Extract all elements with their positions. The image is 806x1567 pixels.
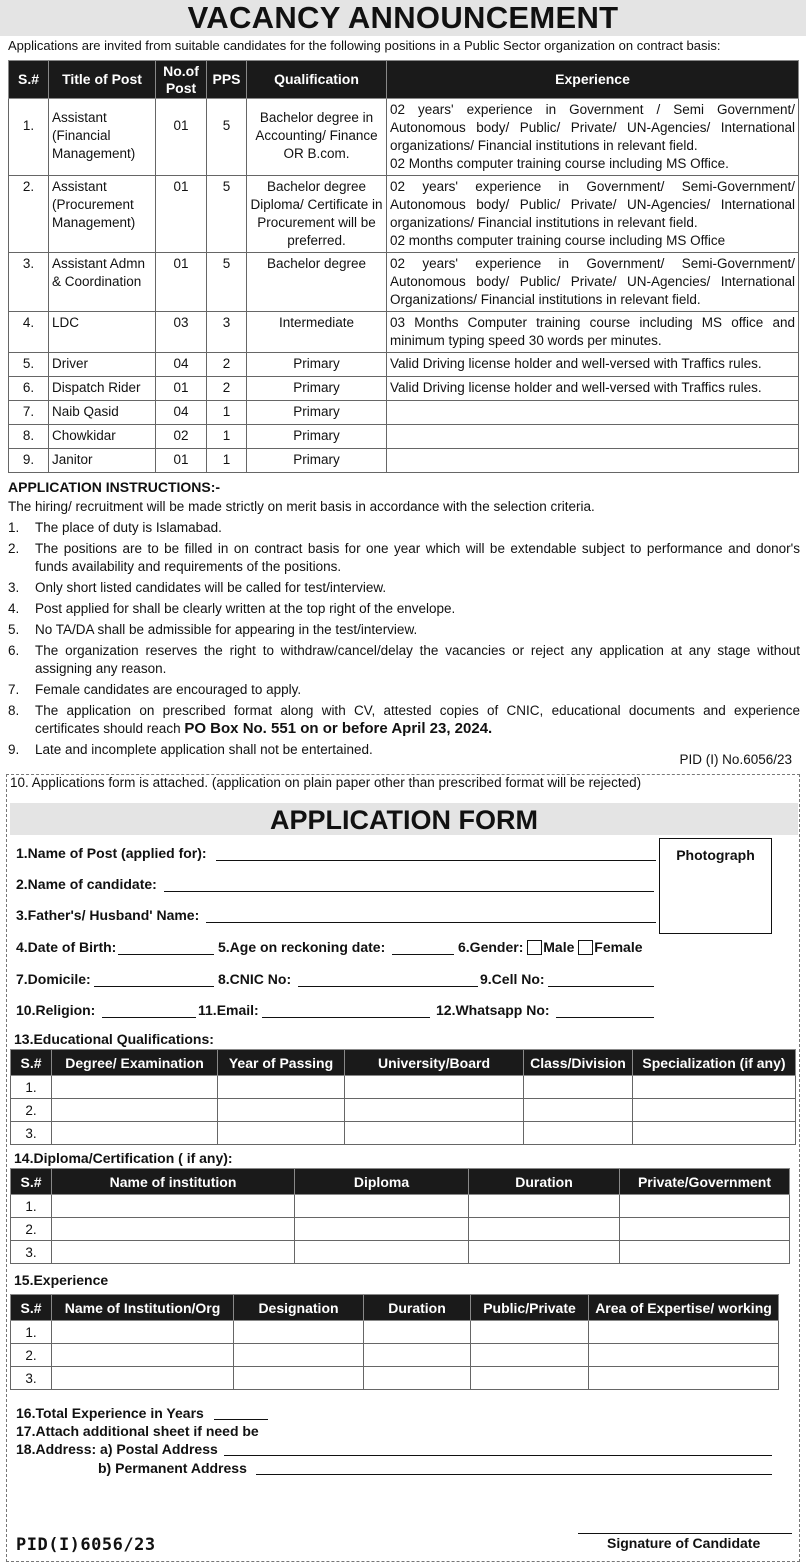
cell-sn: 3. (11, 1367, 52, 1390)
edu-cell[interactable] (633, 1122, 796, 1145)
application-instructions (8, 478, 800, 759)
item-number: 9. (8, 742, 20, 757)
gender-group (458, 939, 643, 955)
col-pps: PPS (207, 61, 247, 99)
experience-table-header (11, 1295, 779, 1321)
edu-cell[interactable] (524, 1122, 633, 1145)
dip-cell[interactable] (620, 1241, 790, 1264)
cell-title: Driver (49, 353, 156, 377)
domicile-field[interactable] (94, 986, 214, 987)
cell-qualification: Primary (247, 377, 387, 401)
item-text: No TA/DA shall be admissible for appearing in the test/interview. (35, 622, 418, 637)
cell-pps: 5 (207, 99, 247, 176)
item-text: The place of duty is Islamabad. (35, 520, 222, 535)
item-number: 1. (8, 520, 20, 535)
item-text: Female candidates are encouraged to apply. (35, 682, 302, 697)
experience-text: 02 years' experience in Government/ Semi-Government/ Autonomous body/ Public/ Private/ UN-Agencies/ International organizations/ Financial institutions in relevant field. (390, 179, 795, 230)
item-text: The positions are to be filled in on contract basis for one year which will be extendable subject to performance and donor's funds availability and requirements of the positions. (35, 541, 800, 574)
cell-qualification: Intermediate (247, 312, 387, 353)
edu-cell[interactable] (52, 1122, 218, 1145)
cell-posts: 03 (156, 312, 207, 353)
table-row (9, 253, 799, 312)
table-row (9, 99, 799, 176)
age-on-reckoning-field[interactable] (392, 954, 454, 955)
label-email: 11.Email: (198, 1002, 259, 1018)
signature-label: Signature of Candidate (607, 1535, 761, 1551)
label-father-husband-name: 3.Father's/ Husband' Name: (16, 907, 200, 923)
announcement-title-bar (0, 0, 806, 36)
edu-cell[interactable] (345, 1099, 524, 1122)
label-gender: 6.Gender: (458, 939, 524, 955)
col-public-private: Public/Private (471, 1295, 589, 1321)
table-row (11, 1195, 790, 1218)
col-experience: Experience (387, 61, 799, 99)
col-specialization: Specialization (if any) (633, 1050, 796, 1076)
exp-cell[interactable] (234, 1321, 364, 1344)
col-area-of-expertise: Area of Expertise/ working (589, 1295, 779, 1321)
exp-cell[interactable] (364, 1367, 471, 1390)
cell-posts: 04 (156, 353, 207, 377)
dip-cell[interactable] (295, 1195, 469, 1218)
cell-qualification: Bachelor degree in Accounting/ Finance OR B.com. (247, 99, 387, 176)
table-row (9, 176, 799, 253)
item-number: 7. (8, 682, 20, 697)
label-educational-qualifications: 13.Educational Qualifications: (14, 1031, 214, 1047)
cell-pps: 3 (207, 312, 247, 353)
table-row (9, 353, 799, 377)
cell-experience: Valid Driving license holder and well-versed with Traffics rules. (387, 377, 799, 401)
col-institution: Name of institution (52, 1169, 295, 1195)
label-whatsapp: 12.Whatsapp No: (436, 1002, 550, 1018)
religion-field[interactable] (102, 1017, 196, 1018)
cell-title: LDC (49, 312, 156, 353)
item-text: Applications form is attached. (application on plain paper other than prescribed format will be rejected) (31, 775, 642, 790)
pid-bottom: PID(I)6056/23 (16, 1535, 156, 1555)
table-row (9, 449, 799, 473)
label-name-of-candidate: 2.Name of candidate: (16, 876, 157, 892)
cell-sn: 1. (11, 1076, 52, 1099)
education-table-header (11, 1050, 796, 1076)
email-field[interactable] (262, 1017, 430, 1018)
exp-cell[interactable] (589, 1344, 779, 1367)
photograph-label: Photograph (676, 847, 755, 863)
edu-cell[interactable] (218, 1076, 345, 1099)
table-row (11, 1099, 796, 1122)
edu-cell[interactable] (345, 1122, 524, 1145)
col-designation: Designation (234, 1295, 364, 1321)
name-of-post-field[interactable] (216, 860, 656, 861)
item-number: 2. (8, 541, 20, 556)
label-diploma-certification: 14.Diploma/Certification ( if any): (14, 1150, 233, 1166)
edu-cell[interactable] (218, 1099, 345, 1122)
edu-cell[interactable] (633, 1076, 796, 1099)
exp-cell[interactable] (471, 1344, 589, 1367)
cell-qualification: Primary (247, 449, 387, 473)
cell-sn: 9. (9, 449, 49, 473)
cell-title: Dispatch Rider (49, 377, 156, 401)
cell-experience (387, 176, 799, 253)
exp-cell[interactable] (52, 1367, 234, 1390)
experience-text-2: 02 months computer training course including MS Office (390, 233, 726, 248)
edu-cell[interactable] (524, 1076, 633, 1099)
edu-cell[interactable] (52, 1099, 218, 1122)
cell-title: Chowkidar (49, 425, 156, 449)
cell-sn: 1. (11, 1195, 52, 1218)
col-year: Year of Passing (218, 1050, 345, 1076)
cell-qualification: Primary (247, 425, 387, 449)
item-text: Only short listed candidates will be called for test/interview. (35, 580, 387, 595)
table-row (11, 1367, 779, 1390)
cell-sn: 2. (11, 1218, 52, 1241)
postal-address-field[interactable] (224, 1455, 772, 1456)
col-sn: S.# (11, 1295, 52, 1321)
cell-sn: 1. (9, 99, 49, 176)
cell-posts: 01 (156, 99, 207, 176)
cell-experience (387, 401, 799, 425)
exp-cell[interactable] (52, 1344, 234, 1367)
female-checkbox[interactable] (578, 940, 593, 955)
col-diploma: Diploma (295, 1169, 469, 1195)
label-permanent-address: b) Permanent Address (98, 1460, 247, 1476)
cell-qualification: Bachelor degree (247, 253, 387, 312)
cell-experience (387, 449, 799, 473)
edu-cell[interactable] (218, 1122, 345, 1145)
item-number: 4. (8, 601, 20, 616)
photograph-box[interactable] (659, 838, 772, 934)
diploma-table-header (11, 1169, 790, 1195)
table-row (11, 1321, 779, 1344)
list-item (8, 600, 800, 618)
father-husband-name-field[interactable] (206, 922, 656, 923)
permanent-address-field[interactable] (256, 1474, 772, 1475)
cell-posts: 02 (156, 425, 207, 449)
dip-cell[interactable] (52, 1195, 295, 1218)
list-item (8, 540, 800, 576)
signature-line[interactable] (578, 1533, 792, 1534)
cell-pps: 1 (207, 425, 247, 449)
name-of-candidate-field[interactable] (164, 891, 654, 892)
label-cell-no: 9.Cell No: (480, 971, 545, 987)
cell-title: Assistant (Procurement Management) (49, 176, 156, 253)
cell-pps: 5 (207, 176, 247, 253)
cell-sn: 2. (11, 1099, 52, 1122)
dip-cell[interactable] (620, 1218, 790, 1241)
exp-cell[interactable] (234, 1367, 364, 1390)
form-title-bar (10, 803, 798, 835)
cell-pps: 5 (207, 253, 247, 312)
female-label: Female (594, 939, 643, 955)
col-qualification: Qualification (247, 61, 387, 99)
experience-table (10, 1294, 779, 1390)
diploma-table (10, 1168, 790, 1264)
cell-pps: 1 (207, 401, 247, 425)
cell-posts: 04 (156, 401, 207, 425)
cell-posts: 01 (156, 176, 207, 253)
table-row (11, 1122, 796, 1145)
dip-cell[interactable] (295, 1218, 469, 1241)
list-item (8, 519, 800, 537)
cell-no-field[interactable] (548, 986, 654, 987)
cell-sn: 8. (9, 425, 49, 449)
label-age-on-reckoning: 5.Age on reckoning date: (218, 939, 386, 955)
item-number: 3. (8, 580, 20, 595)
cell-experience: 03 Months Computer training course including MS office and minimum typing speed 30 words per minutes. (387, 312, 799, 353)
announcement-title: VACANCY ANNOUNCEMENT (187, 0, 619, 35)
edu-cell[interactable] (345, 1076, 524, 1099)
label-experience: 15.Experience (14, 1272, 109, 1288)
label-name-of-post: 1.Name of Post (applied for): (16, 845, 207, 861)
edu-cell[interactable] (633, 1099, 796, 1122)
cell-experience: 02 years' experience in Government/ Semi-Government/ Autonomous body/ Public/ Private/ UN-Agencies/ International Organizations/ Financial institutions in relevant field. (387, 253, 799, 312)
col-duration: Duration (364, 1295, 471, 1321)
cell-sn: 3. (11, 1241, 52, 1264)
instructions-intro: The hiring/ recruitment will be made strictly on merit basis in accordance with the selection criteria. (8, 499, 595, 514)
dip-cell[interactable] (469, 1195, 620, 1218)
dip-cell[interactable] (469, 1218, 620, 1241)
cell-title: Janitor (49, 449, 156, 473)
item-number: 10. (10, 775, 29, 790)
dip-cell[interactable] (295, 1241, 469, 1264)
announcement-intro: Applications are invited from suitable candidates for the following positions in a Public Sector organization on contract basis: (8, 38, 721, 53)
col-class: Class/Division (524, 1050, 633, 1076)
list-item (8, 702, 800, 738)
col-title: Title of Post (49, 61, 156, 99)
cell-sn: 7. (9, 401, 49, 425)
label-total-experience: 16.Total Experience in Years (16, 1405, 204, 1421)
cell-qualification: Primary (247, 353, 387, 377)
exp-cell[interactable] (364, 1344, 471, 1367)
cell-sn: 3. (9, 253, 49, 312)
item-number: 6. (8, 643, 20, 658)
col-sn: S.# (11, 1050, 52, 1076)
item-text-main: The application on prescribed format along with CV, attested copies of CNIC, educational documents and experience certificates should reach (35, 703, 800, 736)
cell-posts: 01 (156, 449, 207, 473)
deadline-text: PO Box No. 551 on or before April 23, 2024. (184, 720, 493, 737)
table-row (11, 1218, 790, 1241)
experience-text: 02 years' experience in Government / Semi Government/ Autonomous body/ Public/ Private/ UN-Agencies/ International organizations/ Financial institutions in relevant field. (390, 102, 795, 153)
col-sn: S.# (9, 61, 49, 99)
col-posts: No.of Post (156, 61, 207, 99)
label-attach-sheet: 17.Attach additional sheet if need be (16, 1423, 259, 1439)
exp-cell[interactable] (471, 1321, 589, 1344)
instruction-item-10 (10, 775, 641, 790)
item-text: The organization reserves the right to withdraw/cancel/delay the vacancies or reject any application at any stage without assigning any reason. (35, 643, 800, 676)
vacancy-table (8, 60, 799, 473)
male-checkbox[interactable] (527, 940, 542, 955)
col-degree: Degree/ Examination (52, 1050, 218, 1076)
instructions-list (8, 519, 800, 759)
table-row (11, 1076, 796, 1099)
col-university: University/Board (345, 1050, 524, 1076)
male-label: Male (543, 939, 575, 955)
exp-cell[interactable] (52, 1321, 234, 1344)
exp-cell[interactable] (471, 1367, 589, 1390)
item-number: 8. (8, 703, 20, 718)
cell-title: Naib Qasid (49, 401, 156, 425)
label-cnic: 8.CNIC No: (218, 971, 292, 987)
exp-cell[interactable] (589, 1367, 779, 1390)
list-item (8, 642, 800, 678)
table-row (9, 377, 799, 401)
cell-experience: Valid Driving license holder and well-versed with Traffics rules. (387, 353, 799, 377)
table-row (9, 312, 799, 353)
cell-sn: 6. (9, 377, 49, 401)
education-table (10, 1049, 796, 1145)
cell-title: Assistant Admn & Coordination (49, 253, 156, 312)
label-religion: 10.Religion: (16, 1002, 96, 1018)
instructions-heading: APPLICATION INSTRUCTIONS:- (8, 479, 221, 495)
col-duration: Duration (469, 1169, 620, 1195)
cell-sn: 5. (9, 353, 49, 377)
cell-sn: 1. (11, 1321, 52, 1344)
cell-qualification: Primary (247, 401, 387, 425)
cell-title: Assistant (Financial Management) (49, 99, 156, 176)
item-number: 5. (8, 622, 20, 637)
cell-posts: 01 (156, 377, 207, 401)
list-item (8, 579, 800, 597)
cell-qualification: Bachelor degree Diploma/ Certificate in Procurement will be preferred. (247, 176, 387, 253)
table-row (11, 1344, 779, 1367)
table-row (9, 401, 799, 425)
cnic-field[interactable] (298, 986, 478, 987)
exp-cell[interactable] (364, 1321, 471, 1344)
form-title: APPLICATION FORM (270, 805, 538, 835)
cell-pps: 1 (207, 449, 247, 473)
cell-pps: 2 (207, 353, 247, 377)
cell-pps: 2 (207, 377, 247, 401)
cell-sn: 2. (11, 1344, 52, 1367)
col-institution-org: Name of Institution/Org (52, 1295, 234, 1321)
list-item (8, 681, 800, 699)
col-sn: S.# (11, 1169, 52, 1195)
cell-sn: 2. (9, 176, 49, 253)
dip-cell[interactable] (52, 1241, 295, 1264)
table-row (9, 425, 799, 449)
cell-sn: 4. (9, 312, 49, 353)
table-row (11, 1241, 790, 1264)
label-postal-address: 18.Address: a) Postal Address (16, 1441, 218, 1457)
dip-cell[interactable] (469, 1241, 620, 1264)
total-experience-field[interactable] (214, 1419, 268, 1420)
date-of-birth-field[interactable] (118, 954, 214, 955)
label-date-of-birth: 4.Date of Birth: (16, 939, 117, 955)
cell-experience (387, 99, 799, 176)
edu-cell[interactable] (524, 1099, 633, 1122)
edu-cell[interactable] (52, 1076, 218, 1099)
experience-text-2: 02 Months computer training course including MS Office. (390, 156, 729, 171)
item-text: Late and incomplete application shall not be entertained. (35, 742, 373, 757)
exp-cell[interactable] (234, 1344, 364, 1367)
col-private-government: Private/Government (620, 1169, 790, 1195)
pid-reference: PID (I) No.6056/23 (679, 752, 792, 767)
dip-cell[interactable] (620, 1195, 790, 1218)
cell-posts: 01 (156, 253, 207, 312)
whatsapp-field[interactable] (556, 1017, 654, 1018)
item-text: Post applied for shall be clearly written at the top right of the envelope. (35, 601, 456, 616)
vacancy-table-header (9, 61, 799, 99)
cell-experience (387, 425, 799, 449)
cell-sn: 3. (11, 1122, 52, 1145)
dip-cell[interactable] (52, 1218, 295, 1241)
exp-cell[interactable] (589, 1321, 779, 1344)
list-item (8, 621, 800, 639)
label-domicile: 7.Domicile: (16, 971, 91, 987)
item-text (35, 702, 800, 738)
